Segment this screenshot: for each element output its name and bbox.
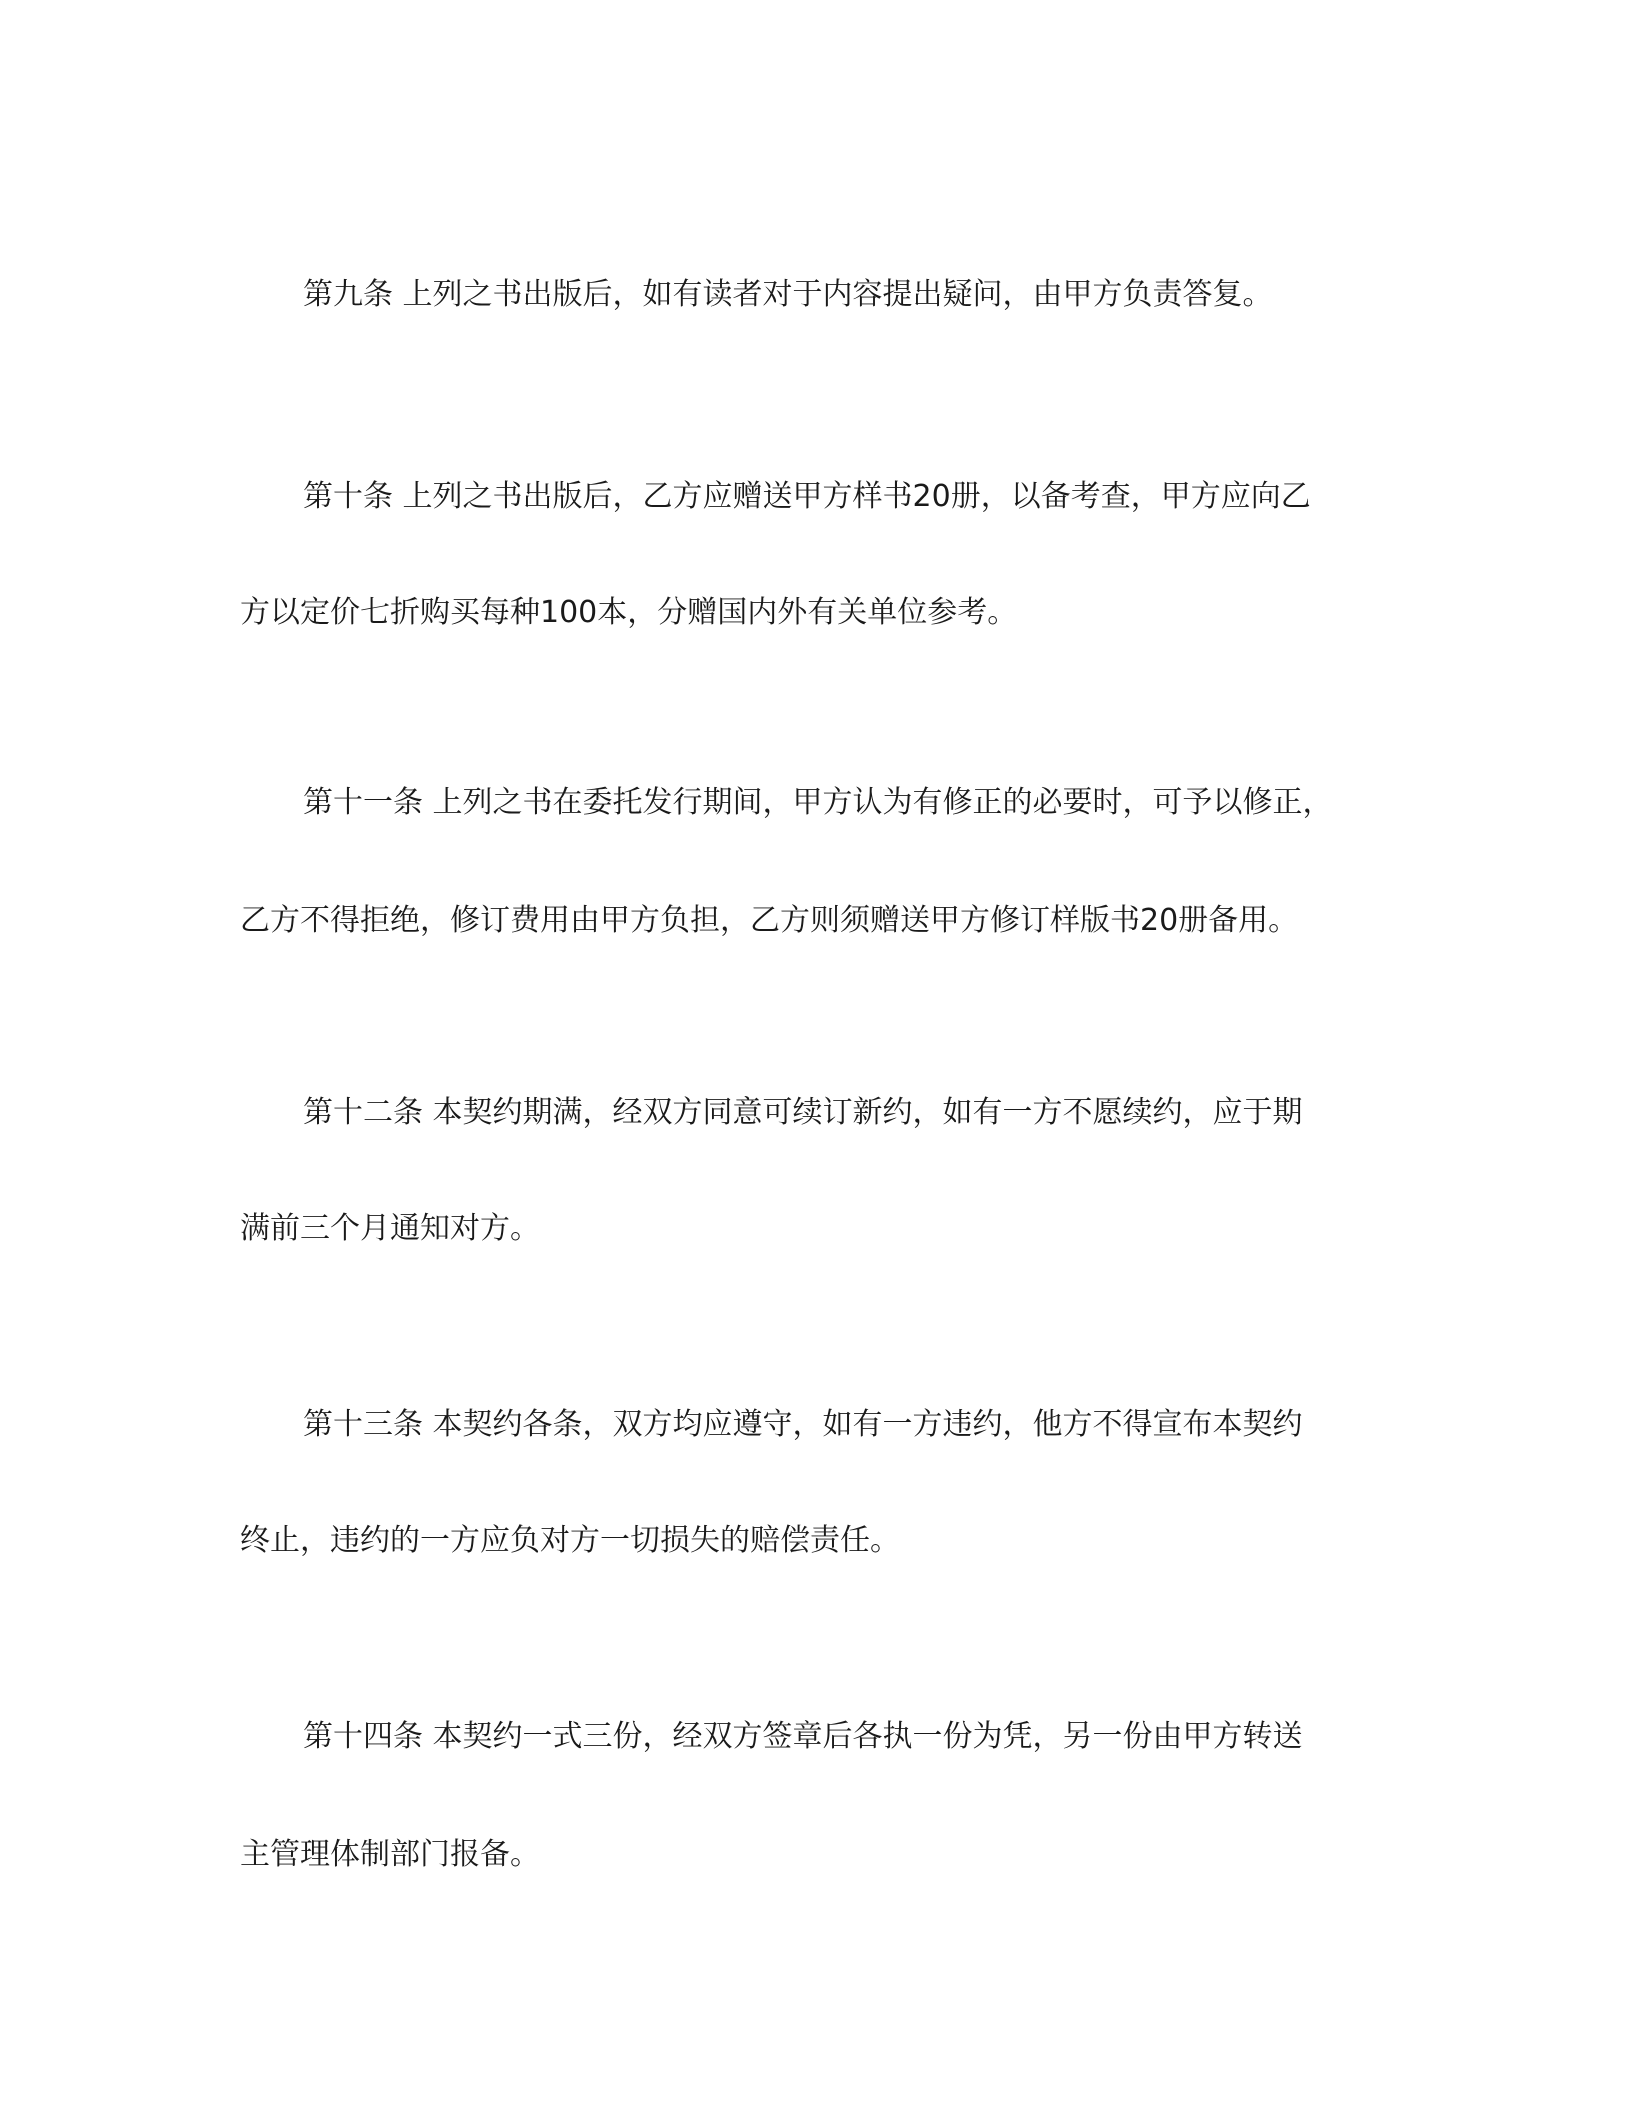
clause-11-line-1: 第十一条 上列之书在委托发行期间，甲方认为有修正的必要时，可予以修正， xyxy=(303,785,1333,820)
clause-13-line-2: 终止，违约的一方应负对方一切损失的赔偿责任。 xyxy=(240,1523,900,1558)
clause-12-line-1: 第十二条 本契约期满，经双方同意可续订新约，如有一方不愿续约，应于期 xyxy=(303,1095,1303,1130)
clause-10-line-1: 第十条 上列之书出版后，乙方应赠送甲方样书20册，以备考查，甲方应向乙 xyxy=(303,479,1311,514)
clause-14-line-2: 主管理体制部门报备。 xyxy=(240,1837,540,1872)
clause-11-line-2: 乙方不得拒绝，修订费用由甲方负担，乙方则须赠送甲方修订样版书20册备用。 xyxy=(240,903,1299,938)
clause-13-line-1: 第十三条 本契约各条，双方均应遵守，如有一方违约，他方不得宣布本契约 xyxy=(303,1407,1303,1442)
clause-12-line-2: 满前三个月通知对方。 xyxy=(240,1211,540,1246)
clause-10-line-2: 方以定价七折购买每种100本，分赠国内外有关单位参考。 xyxy=(240,595,1018,630)
clause-9-line-1: 第九条 上列之书出版后，如有读者对于内容提出疑问，由甲方负责答复。 xyxy=(303,277,1273,312)
clause-14-line-1: 第十四条 本契约一式三份，经双方签章后各执一份为凭，另一份由甲方转送 xyxy=(303,1719,1303,1754)
